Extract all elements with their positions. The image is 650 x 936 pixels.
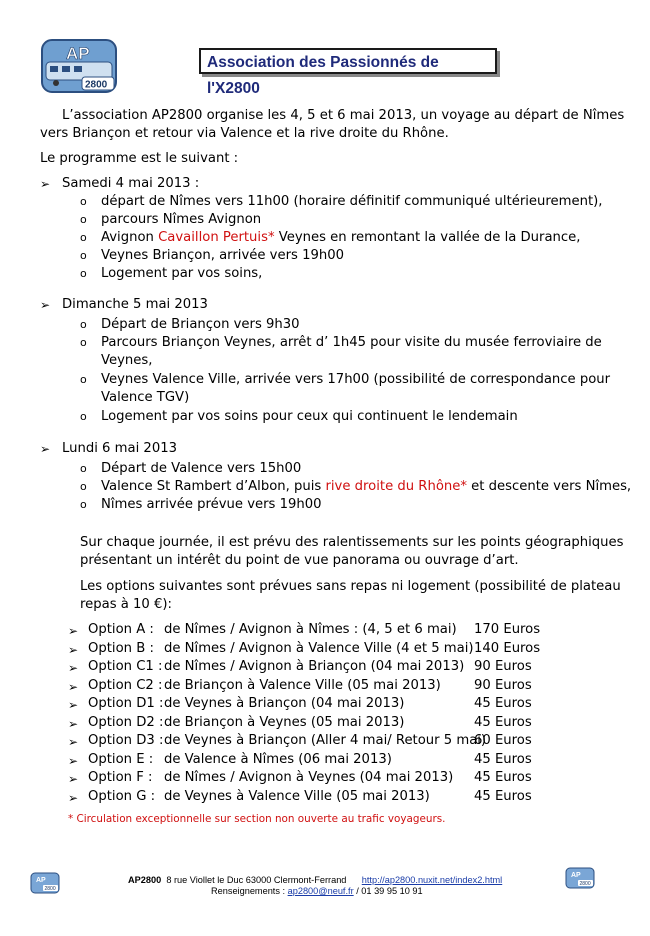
option-route: de Nîmes / Avignon à Veynes (04 mai 2013) [164,770,454,785]
arrow-bullet-icon: ➢ [68,698,79,712]
option-price: 45 Euros [474,714,532,730]
arrow-bullet-icon: ➢ [68,735,79,749]
footer-address: 8 rue Viollet le Duc 63000 Clermont-Ferrand [166,875,347,885]
option-label: Option G : [88,788,156,804]
option-route: de Nîmes / Avignon à Nîmes : (4, 5 et 6 mai) [164,622,457,637]
circle-bullet-icon: o [80,318,87,331]
arrow-bullet-icon: ➢ [68,661,79,675]
arrow-bullet-icon: ➢ [68,624,79,638]
paragraph-line: repas à 10 €): [80,597,172,612]
ap2800-small-logo [30,872,60,894]
day-item: Logement par vos soins pour ceux qui continuent le lendemain [101,409,518,424]
arrow-bullet-icon: ➢ [68,679,79,694]
paragraph-line: Sur chaque journée, il est prévu des ralentissements sur les points géographiques [80,535,624,550]
arrow-bullet-icon: ➢ [40,442,51,456]
footer-url-link[interactable]: http://ap2800.nuxit.net/index2.html [361,875,503,885]
option-label: Option E : [88,751,154,767]
arrow-bullet-icon: ➢ [68,753,79,768]
day-item: départ de Nîmes vers 11h00 (horaire définitif communiqué ultérieurement), [101,194,603,209]
arrow-bullet-icon: ➢ [40,298,51,312]
option-price: 45 Euros [474,788,532,804]
option-label: Option C2 : [88,677,163,693]
paragraph-line: présentant un intérêt du point de vue panorama ou ouvrage d’art. [80,553,519,568]
circle-bullet-icon: o [80,373,87,386]
paragraph-line: Les options suivantes sont prévues sans repas ni logement (possibilité de plateau [80,579,621,594]
option-route: de Valence à Nîmes (06 mai 2013) [164,751,392,767]
svg-text:AP: AP [571,872,581,879]
circle-bullet-icon: o [80,480,87,493]
day-item: Logement par vos soins, [101,266,263,281]
option-route: de Briançon à Veynes (05 mai 2013) [164,714,405,730]
day-item: Départ de Briançon vers 9h30 [101,317,300,332]
page-title: Association des Passionnés de l'X2800 [199,48,497,74]
day-item-cont: Veynes, [101,353,153,368]
day-item: Valence St Rambert d’Albon, puis rive droite du Rhône* et descente vers Nîmes, [101,479,632,494]
arrow-bullet-icon: ➢ [68,642,79,657]
circle-bullet-icon: o [80,336,87,349]
intro-line1: L’association AP2800 organise les 4, 5 et 6 mai 2013, un voyage au départ de Nîmes [62,108,625,123]
option-price: 45 Euros [474,770,532,785]
footer-org: AP2800 [128,875,162,885]
arrow-bullet-icon: ➢ [68,772,79,786]
option-price: 140 Euros [474,640,541,656]
day-item: Parcours Briançon Veynes, arrêt d’ 1h45 pour visite du musée ferroviaire de [101,335,602,350]
arrow-bullet-icon: ➢ [40,177,51,191]
day-item: Départ de Valence vers 15h00 [101,461,302,476]
day-item: Nîmes arrivée prévue vers 19h00 [101,497,322,512]
circle-bullet-icon: o [80,231,87,244]
option-price: 60 Euros [474,733,532,748]
option-label: Option B : [88,640,154,656]
circle-bullet-icon: o [80,213,87,226]
option-label: Option D2 : [88,714,164,730]
option-label: Option A : [88,622,154,637]
circle-bullet-icon: o [80,195,87,208]
option-route: de Veynes à Valence Ville (05 mai 2013) [164,788,430,804]
option-route: de Veynes à Briançon (04 mai 2013) [164,696,405,711]
ap2800-logo [40,38,118,94]
svg-text:2800: 2800 [579,881,591,887]
option-route: de Nîmes / Avignon à Valence Ville (4 et 5 mai) [164,640,474,656]
footnote: * Circulation exceptionnelle sur section non ouverte au trafic voyageurs. [68,813,446,825]
circle-bullet-icon: o [80,462,87,475]
option-label: Option D3 : [88,733,164,748]
day-item: parcours Nîmes Avignon [101,212,262,227]
svg-text:AP: AP [36,877,46,884]
circle-bullet-icon: o [80,267,87,280]
day-title: Dimanche 5 mai 2013 [62,297,208,312]
day-title: Samedi 4 mai 2013 : [62,176,200,191]
option-route: de Veynes à Briançon (Aller 4 mai/ Retour 5 mai) [164,733,487,748]
day-item: Avignon Cavaillon Pertuis* Veynes en remontant la vallée de la Durance, [101,230,581,245]
option-price: 90 Euros [474,659,532,674]
logo-sub: 2800 [85,79,108,91]
day-item-cont: Valence TGV) [101,390,190,405]
circle-bullet-icon: o [80,410,87,423]
ap2800-small-logo [565,867,595,889]
circle-bullet-icon: o [80,498,87,511]
arrow-bullet-icon: ➢ [68,716,79,731]
option-price: 45 Euros [474,696,532,711]
option-label: Option D1 : [88,696,164,711]
arrow-bullet-icon: ➢ [68,790,79,805]
logo-text: AP [66,44,90,63]
option-label: Option C1 : [88,659,163,674]
footer-email-link[interactable]: ap2800@neuf.fr [287,886,354,896]
day-title: Lundi 6 mai 2013 [62,441,177,456]
option-route: de Briançon à Valence Ville (05 mai 2013) [164,677,441,693]
svg-text:2800: 2800 [44,886,56,892]
option-price: 170 Euros [474,622,541,637]
option-price: 45 Euros [474,751,532,767]
circle-bullet-icon: o [80,249,87,262]
option-label: Option F : [88,770,153,785]
intro-line2: vers Briançon et retour via Valence et la rive droite du Rhône. [40,126,449,141]
option-price: 90 Euros [474,677,532,693]
option-route: de Nîmes / Avignon à Briançon (04 mai 2013) [164,659,465,674]
day-item: Veynes Briançon, arrivée vers 19h00 [101,248,344,263]
programme-label: Le programme est le suivant : [40,151,239,166]
footer-address-line [128,875,502,885]
footer-contact-line: Renseignements : ap2800@neuf.fr / 01 39 95 10 91 [211,886,423,896]
day-item: Veynes Valence Ville, arrivée vers 17h00 (possibilité de correspondance pour [101,372,611,387]
